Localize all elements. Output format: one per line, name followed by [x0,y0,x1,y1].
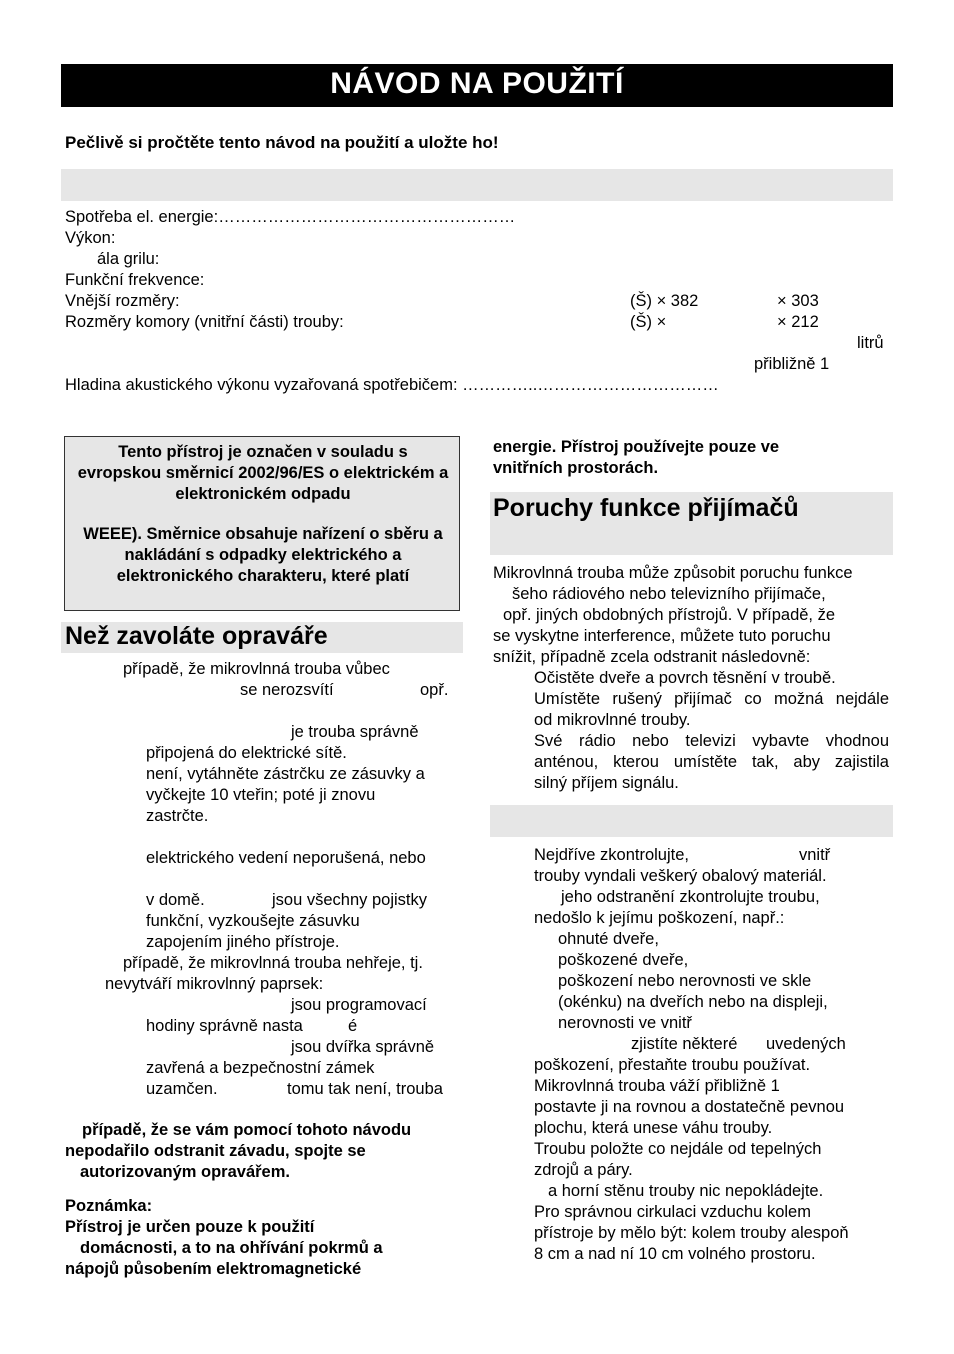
troubleshoot-line: hodiny správně nasta [146,1017,303,1035]
spec-section-bar [61,169,893,201]
installation-line: zdrojů a páry. [534,1161,633,1179]
spec-cavity-width: (Š) × [630,313,667,331]
troubleshoot-line: jsou dvířka správně [291,1038,435,1056]
troubleshoot-line: funkční, vyzkoušejte zásuvku [146,912,360,930]
troubleshoot-line: zapojením jiného přístroje. [146,933,340,951]
intro-text: Pečlivě si pročtěte tento návod na použití a uložte ho! [65,133,499,152]
spec-outer-width: (Š) × 382 [630,292,699,310]
service-note-line: případě, že se vám pomocí tohoto návodu [82,1121,412,1139]
installation-line: ohnuté dveře, [558,930,659,948]
spec-grill: ála grilu: [97,250,160,268]
right-top-line-2: vnitřních prostorách. [493,459,659,477]
installation-line: 8 cm a nad ní 10 cm volného prostoru. [534,1245,816,1263]
installation-line: Mikrovlnná trouba váží přibližně 1 [534,1077,780,1095]
troubleshoot-line: připojená do elektrické sítě. [146,744,347,762]
page-title: NÁVOD NA POUŽITÍ [61,64,893,107]
troubleshoot-line: jsou programovací [291,996,427,1014]
troubleshoot-line: elektrického vedení neporušená, nebo [146,849,426,867]
spec-volume: litrů [857,334,884,352]
troubleshoot-line: nevytváří mikrovlnný paprsek: [105,975,324,993]
troubleshoot-line: uzamčen. [146,1080,218,1098]
troubleshoot-line: tomu tak není, trouba [287,1080,443,1098]
spec-noise: Hladina akustického výkonu vyzařovaná spotřebičem: …………..…………………………… [65,376,719,394]
spec-weight: přibližně 1 [754,355,830,373]
troubleshoot-line: vyčkejte 10 vteřin; poté ji znovu [146,786,376,804]
troubleshoot-line: opř. [420,681,449,699]
troubleshoot-line: není, vytáhněte zástrčku ze zásuvky a [146,765,425,783]
interference-step: od mikrovlnné trouby. [534,711,691,729]
troubleshoot-line: zavřená a bezpečnostní zámek [146,1059,375,1077]
interference-line: snížit, případně zcela odstranit následovně: [493,648,811,666]
installation-section-bar [490,805,893,837]
installation-line: nedošlo k jejímu poškození, např.: [534,909,785,927]
weee-para-1: Tento přístroj je označen v souladu s evropskou směrnicí 2002/96/ES o elektrickém a elektronickém odpadu [77,443,449,503]
installation-line: uvedených [766,1035,846,1053]
installation-line: Nejdříve zkontrolujte, [534,846,689,864]
service-note-line: nepodařilo odstranit závadu, spojte se [65,1142,366,1160]
spec-cavity-dims: Rozměry komory (vnitřní části) trouby: [65,313,344,331]
interference-step: Očistěte dveře a povrch těsnění v troubě. [534,669,836,687]
installation-line: poškozené dveře, [558,951,689,969]
installation-line: poškození, přestaňte troubu používat. [534,1056,811,1074]
spec-output: Výkon: [65,229,116,247]
interference-step: anténou, kterou umístěte tak, aby zajistila [534,753,889,771]
spec-frequency: Funkční frekvence: [65,271,205,289]
troubleshoot-line: v domě. [146,891,205,909]
troubleshoot-line: případě, že mikrovlnná trouba nehřeje, tj. [123,954,423,972]
installation-line: nerovnosti ve vnitř [558,1014,692,1032]
spec-outer-dims: Vnější rozměry: [65,292,180,310]
installation-line: vnitř [799,846,831,864]
service-note-line: autorizovaným opravářem. [80,1163,290,1181]
weee-notice-box [64,436,460,611]
right-top-line-1: energie. Přístroj používejte pouze ve [493,438,780,456]
installation-line: postavte ji na rovnou a dostatečně pevnou [534,1098,845,1116]
interference-line: opř. jiných obdobných přístrojů. V případě, že [503,606,836,624]
spec-cavity-depth: × 212 [777,313,819,331]
interference-step: silný příjem signálu. [534,774,679,792]
weee-para-2: WEEE). Směrnice obsahuje nařízení o sběru a nakládání s odpadky elektrického a elektronického charakteru, které platí [83,525,443,585]
installation-line: přístroje by mělo být: kolem trouby alespoň [534,1224,849,1242]
installation-line: jeho odstranění zkontrolujte troubu, [561,888,820,906]
troubleshoot-line: zastrčte. [146,807,209,825]
heading-interference: Poruchy funkce přijímačů [493,494,799,522]
installation-line: plochu, která unese váhu trouby. [534,1119,773,1137]
troubleshoot-line: případě, že mikrovlnná trouba vůbec [123,660,390,678]
troubleshoot-line: se nerozsvítí [240,681,334,699]
interference-line: Mikrovlnná trouba může způsobit poruchu funkce [493,564,853,582]
heading-before-service: Než zavoláte opraváře [65,622,328,650]
troubleshoot-line: é [348,1017,358,1035]
note-line: Přístroj je určen pouze k použití [65,1218,315,1236]
installation-line: zjistíte některé [631,1035,738,1053]
spec-power-consumption: Spotřeba el. energie:……………………………………………… [65,208,516,226]
note-title: Poznámka: [65,1197,153,1215]
troubleshoot-line: jsou všechny pojistky [272,891,427,909]
note-line: domácnosti, a to na ohřívání pokrmů a [80,1239,383,1257]
installation-line: Troubu položte co nejdále od tepelných [534,1140,822,1158]
interference-line: se vyskytne interference, můžete tuto poruchu [493,627,831,645]
note-line: nápojů působením elektromagnetické [65,1260,362,1278]
installation-line: poškození nebo nerovnosti ve skle [558,972,812,990]
interference-line: šeho rádiového nebo televizního přijímače, [512,585,826,603]
installation-line: Pro správnou cirkulaci vzduchu kolem [534,1203,811,1221]
installation-line: (okénku) na dveřích nebo na displeji, [558,993,828,1011]
installation-line: trouby vyndali veškerý obalový materiál. [534,867,827,885]
spec-outer-depth: × 303 [777,292,819,310]
interference-step: Umístěte rušený přijímač co možná nejdále [534,690,889,708]
installation-line: a horní stěnu trouby nic nepokládejte. [548,1182,824,1200]
interference-step: Své rádio nebo televizi vybavte vhodnou [534,732,889,750]
troubleshoot-line: je trouba správně [291,723,419,741]
